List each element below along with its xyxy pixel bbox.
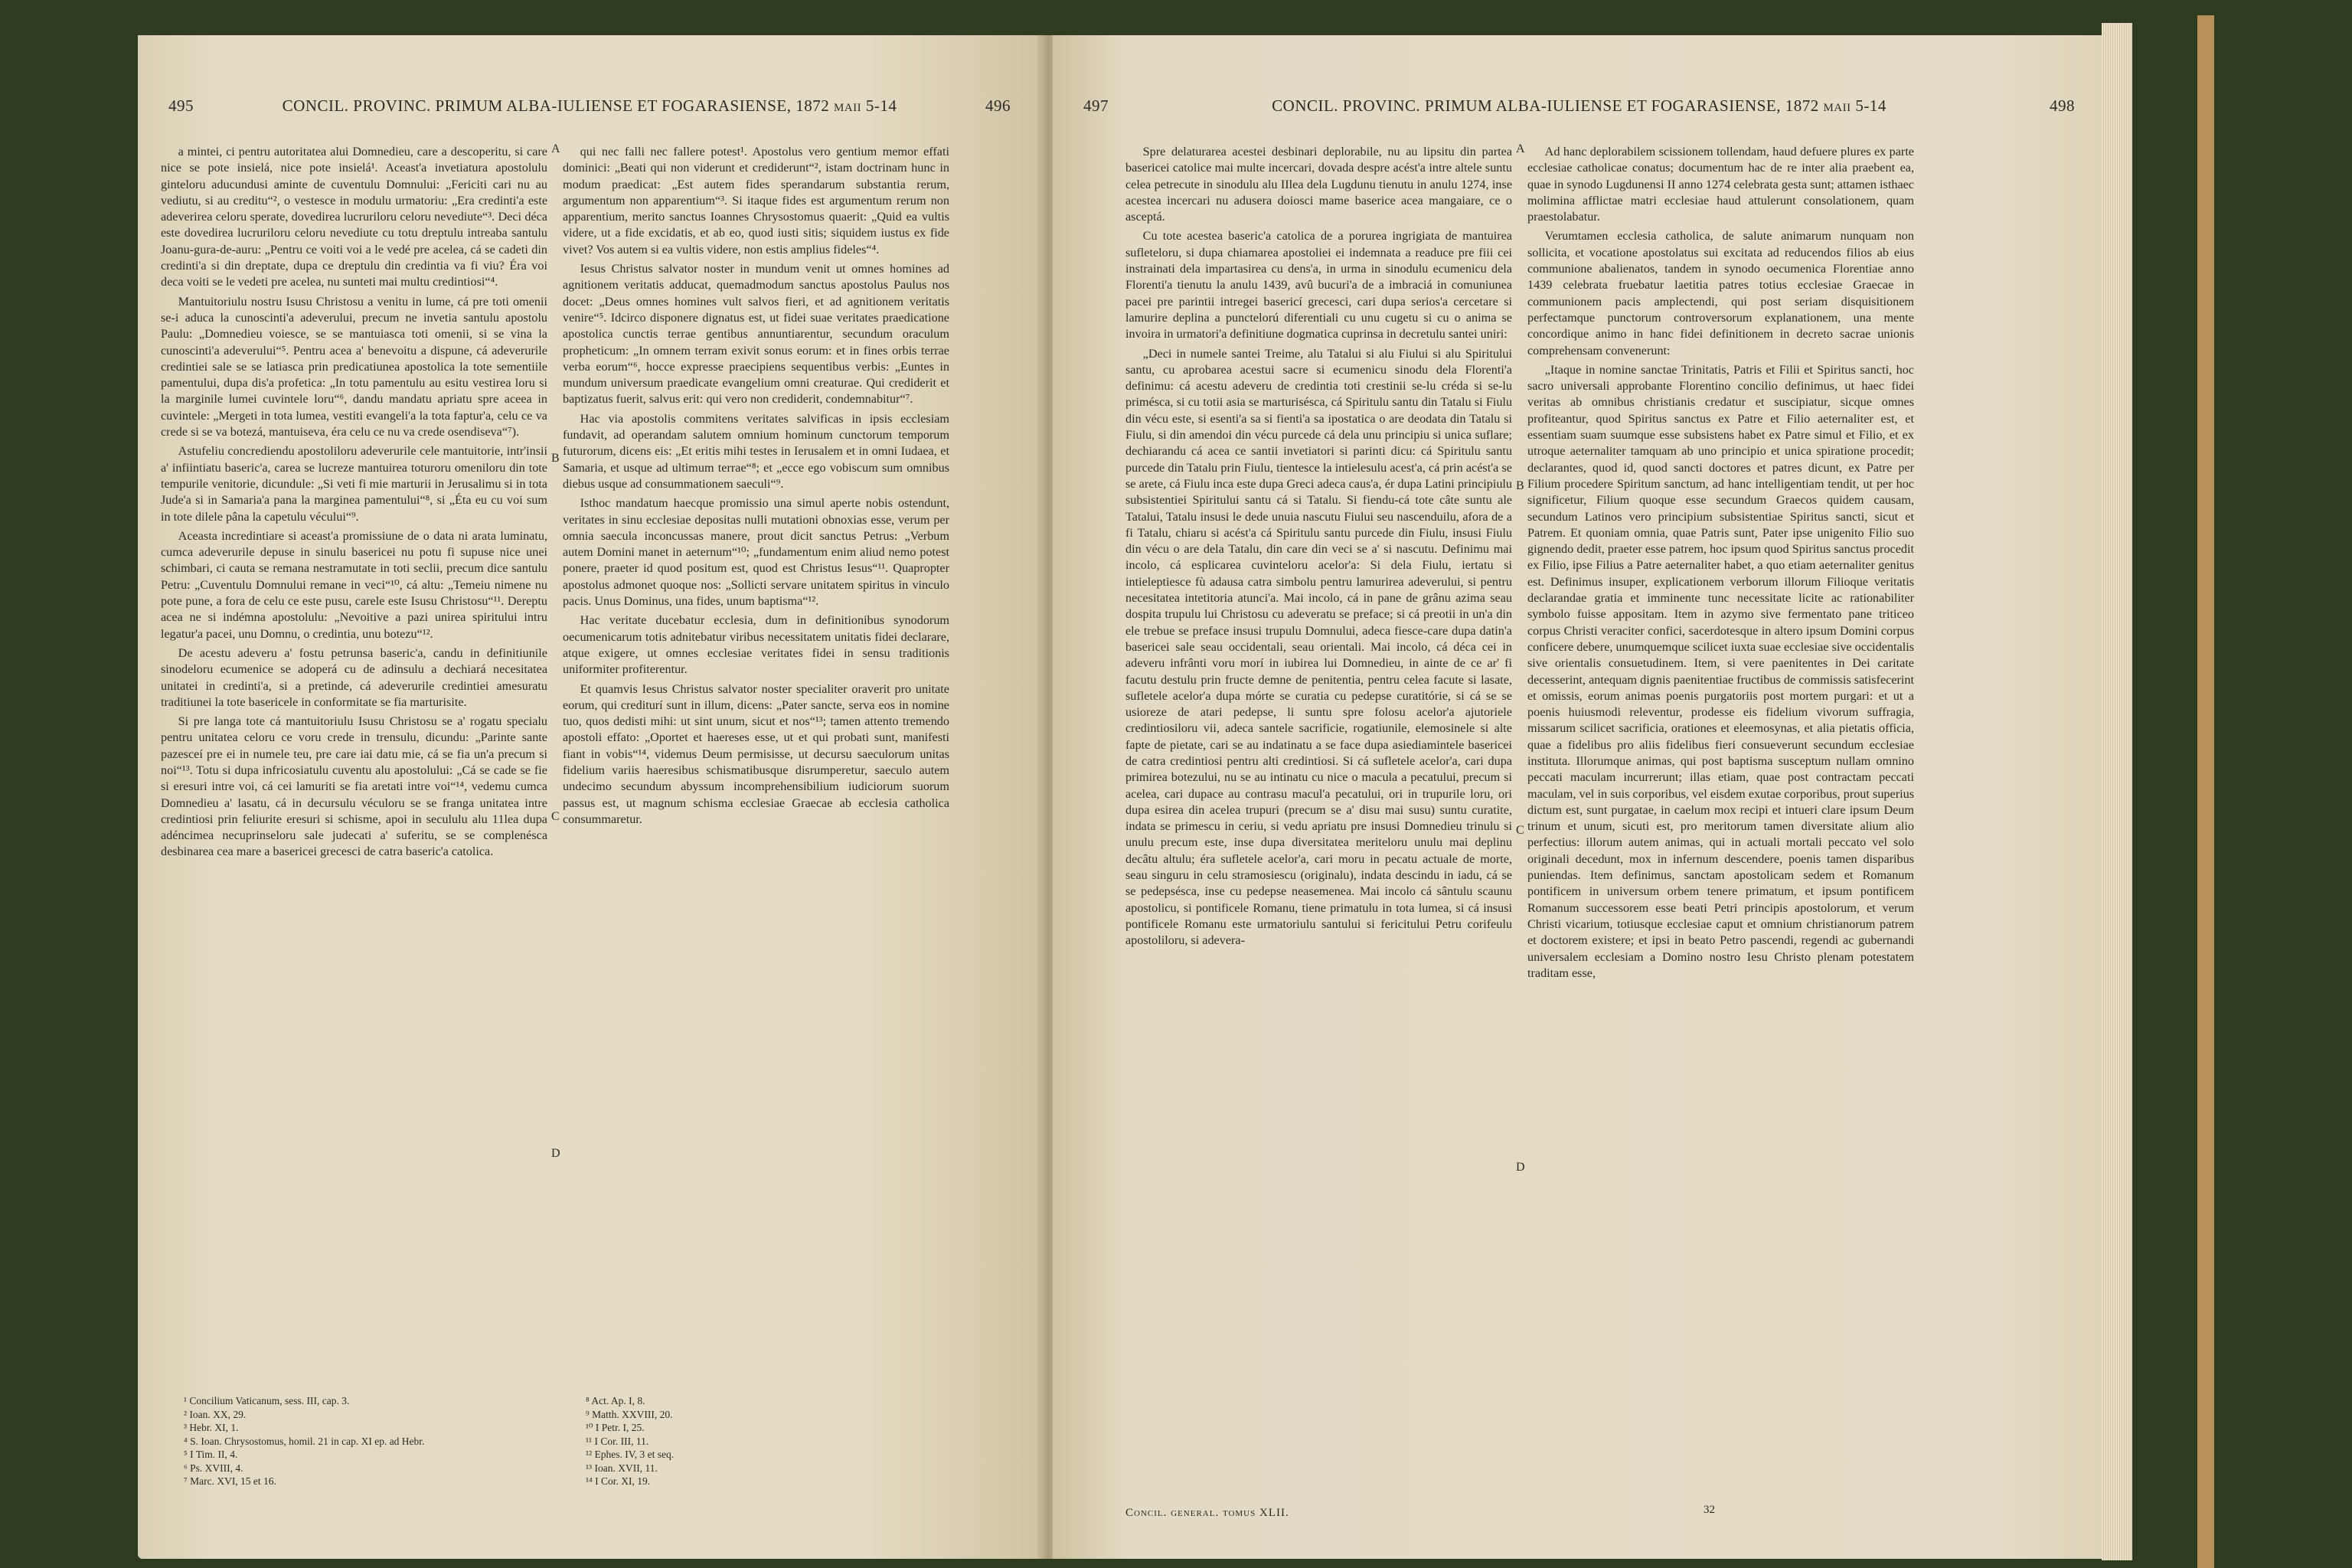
section-marker: B bbox=[551, 452, 560, 465]
paragraph: Aceasta incredintiare si aceast'a promissiune de o data ni arata luminatu, cumca adeverurile depuse in sinulu basericei nu potu fi supuse nice unei schimbari, ci cauta se remana nestramutate in toti seclii, precum dice santulu Petru: „Cuventulu Domnului remane in veci“¹⁰, cá altu: „Temeiu nimene nu pote pune, a fora de celu ce este pusu, carele este Isusu Christosu“¹¹. Dereptu acea ne si indémna apostolulu: „Nevoitive a pazi unirea spiritului intru legatur'a pacei, unu Domnu, o credintia, unu botezu“¹². bbox=[161, 528, 547, 641]
paragraph: Si pre langa tote cá mantuitoriulu Isusu Christosu se a' rogatu specialu pentru unitatea celoru ce voru crede in trensulu, dicundu: „Parinte sante pazesceí pre ei in numele teu, pre care iai datu mie, cá se fia un'a precum si noi“¹³. Totu si dupa infricosiatulu cuventu alu apostolului: „Cá se cade se fie si eresuri intre voi, cá cei lamuriti se fia aretati intre voi“¹⁴, vedemu cumca Domnedieu a' lasatu, cá in decursulu véculoru se se franga unitatea intre credintiosi prin feliurite eresuri si schisme, apoi in secululu alu 11lea dupa adéncimea necuprinseloru sale judecati a' suferitu, se se complenésca desbinarea cea mare a basericei grecesci de catra baseric'a catolica. bbox=[161, 714, 547, 859]
paragraph: a mintei, ci pentru autoritatea alui Domnedieu, care a descoperitu, si care nice se pote insielá, nice pote insielá¹. Aceast'a invetiatura apostolulu ginteloru aducundusi aminte de cuventulu Domnului: „Fericiti cari nu au vediutu, si au creditu“², o vestesce in modulu urmatoriu: „Era credinti'a este adeverirea celoru sperate, dovedirea lucruriloru celoru nevediute“³. Deci déca este dovedirea lucruriloru celoru nevediute cu totu dreptulu intreaba santulu Joanu-gura-de-auru: „Pentru ce voiti voi a le vedé pre acelea, cá se cadeti din credinti'a si din dreptate, dupa ce dreptulu din credintia va fi viu? Éra voi deca voiti se le vedeti pre acelea, nu sunteti mai multu credintiosi“⁴. bbox=[161, 145, 547, 289]
section-marker: A bbox=[551, 142, 560, 155]
paragraph: Isthoc mandatum haecque promissio una simul aperte nobis ostendunt, veritates in sinu ecclesiae depositas nulli mutationi obnoxias esse, verum per omnia saecula inconcussas manere, prout dicit sanctus Petrus: „Verbum autem Domini manet in aeternum“¹⁰; „fundamentum enim aliud nemo potest ponere, praeter id quod positum est, quod est Christus Iesus“¹¹. Quapropter apostolus admonet quoque nos: „Sollicti servare unitatem spiritus in vinculo pacis. Unus Dominus, una fides, unum baptisma“¹². bbox=[563, 496, 949, 609]
footnote: ³ Hebr. XI, 1. bbox=[184, 1422, 239, 1433]
footnotes bbox=[563, 1394, 949, 1488]
footnote: ¹ Concilium Vaticanum, sess. III, cap. 3. bbox=[184, 1395, 350, 1406]
paragraph: Iesus Christus salvator noster in mundum venit ut omnes homines ad agnitionem veritatis adducat, quemadmodum sanctus apostolus Paulus nos docet: „Deus omnes homines vult salvos fieri, et ad agnitionem veritatis venire“⁵. Idcirco disponere dignatus est, ut fidei suae veritates praedicatione apostolica cunctis terrae gentibus annuntiarentur, secundum oraculum propheticum: „In omnem terram exivit sonus eorum: et in fines orbis terrae verba eorum“⁶, hocce expresse praecipiens sequentibus verbis: „Euntes in mundum universum praedicate evangelium omni creaturae. Qui crediderit et baptizatus fuerit, salvus erit: qui vero non crediderit, condemnabitur“⁷. bbox=[563, 262, 949, 407]
latin-column bbox=[1527, 144, 1914, 1522]
page-number: 496 bbox=[985, 96, 1011, 115]
paragraph: Astufeliu concrediendu apostoliloru adeverurile cele mantuitorie, intr'insii a' infiintiatu baseric'a, carea se lucreze mantuirea toturoru omeniloru din tote tempurile venitorie, dicundule: „Si veti fi mie marturii in Jerusalimu si in tota Jude'a si in Samaria'a pana la marginea pamentului“⁸, si „Éta eu cu voi sum in tote dilele pâna la capetulu vécului“⁹. bbox=[161, 444, 547, 524]
paragraph: De acestu adeveru a' fostu petrunsa baseric'a, candu in definitiunile sinodeloru ecumenice se adoperá cu de adinsulu a dechiará necesitatea unitatei in credinti'a, si a pretinde, cá adeverurile credintiei amesuratu traditiunei la tote basericele in conformitate se fia marturisite. bbox=[161, 645, 547, 709]
left-page bbox=[138, 35, 1041, 1559]
right-page bbox=[1053, 35, 2105, 1559]
header-title: CONCIL. PROVINC. PRIMUM ALBA-IULIENSE ET FOGARASIENSE, 1872 maii 5-14 bbox=[282, 96, 897, 115]
section-marker: D bbox=[1516, 1161, 1525, 1174]
footnote: ¹³ Ioan. XVII, 11. bbox=[586, 1462, 658, 1474]
header-title: CONCIL. PROVINC. PRIMUM ALBA-IULIENSE ET FOGARASIENSE, 1872 maii 5-14 bbox=[1272, 96, 1886, 115]
paragraph: Hac via apostolis commitens veritates salvificas in ipsis ecclesiam fundavit, ad operandam salutem omnium hominum cunctorum temporum futurorum, dicens eis: „Et eritis mihi testes in Ierusalem et in omni Iudaea, et Samaria, et usque ad ultimum terrae“⁸; et „ecce ego vobiscum sum omnibus diebus usque ad consummationem saeculi“⁹. bbox=[563, 411, 949, 491]
paragraph: Et quamvis Iesus Christus salvator noster specialiter oraverit pro unitate eorum, qui crediturí sunt in illum, dicens: „Pater sancte, serva eos in nomine tuo, quos dedisti mihi: ut sint unum, sicut et nos“¹³; tamen attento tremendo apostoli effato: „Oportet et haereses esse, ut et qui probati sunt, manifesti fiant in vobis“¹⁴, videmus Deum permisisse, ut decursu saeculorum unitas fidelium variis haeresibus schismatibusque disrumperetur, saeculo autem undecimo secundum abyssum incomprehensibilium iudiciorum suorum passus est, ut magnum schisma ecclesiae Graecae ab ecclesia catholica consummaretur. bbox=[563, 681, 949, 826]
paragraph: Verumtamen ecclesia catholica, de salute animarum nunquam non sollicita, et vocatione apostolatus sui excitata ad reducendos filios ab eius communione abalienatos, tandem in synodo oecumenica Florentiae anno 1439 celebrata fruebatur laetitia patres totius ecclesiae Graecae in communionem pacis amplectendi, qui post seriam disquisitionem perfectamque punctorum controversorum explanationem, una mente concordique animo in hanc fidei definitionem in decreto sacrae unionis comprehensam convenerunt: bbox=[1527, 229, 1914, 358]
romanian-column bbox=[1125, 144, 1512, 1491]
section-marker: C bbox=[1516, 824, 1524, 837]
footnote: ¹⁴ I Cor. XI, 19. bbox=[586, 1475, 651, 1487]
footnote: ⁷ Marc. XVI, 15 et 16. bbox=[184, 1475, 276, 1487]
footnote: ¹¹ I Cor. III, 11. bbox=[586, 1435, 649, 1447]
page-number: 498 bbox=[2050, 96, 2075, 115]
paragraph: Spre delaturarea acestei desbinari deplorabile, nu au lipsitu din partea basericei catolice mai multe incercari, dovada despre acést'a intre altele suntu celea petrecute in sinodulu alu IIlea dela Lugdunu tienutu in anulu 1274, inse acestea incercari nu adusera doiosci mame baserice acea mangaiare, ce o asceptá. bbox=[1125, 145, 1512, 224]
latin-column bbox=[563, 144, 949, 1384]
footnote: ⁵ I Tim. II, 4. bbox=[184, 1449, 238, 1460]
paragraph: Ad hanc deplorabilem scissionem tollendam, haud defuere plures ex parte ecclesiae catholicae conatus; documentum hac de re inter alia praebent ea, quae in synodo Lugdunensi II anno 1274 celebrata gesta sunt; attamen isthaec molimina afflictae matri ecclesiae haud attulerunt consolationem, quam praestolabatur. bbox=[1527, 145, 1914, 224]
section-marker: D bbox=[551, 1147, 560, 1160]
running-header bbox=[138, 96, 1041, 116]
signature-line: Concil. general. tomus XLII. bbox=[1125, 1507, 1289, 1519]
footnote: ⁶ Ps. XVIII, 4. bbox=[184, 1462, 243, 1474]
footnotes bbox=[161, 1394, 547, 1488]
romanian-column bbox=[161, 144, 547, 1384]
section-marker: B bbox=[1516, 479, 1524, 492]
section-marker: A bbox=[1516, 142, 1525, 155]
footnote: ⁸ Act. Ap. I, 8. bbox=[586, 1395, 645, 1406]
paragraph: Mantuitoriulu nostru Isusu Christosu a venitu in lume, cá pre toti omenii se-i aduca la cunoscinti'a adeverului, precum ne invetia santulu apostolu Paulu: „Domnedieu voiesce, se se mantuiasca toti omenii, si se vina la cunoscinti'a adeverului“⁵. Pentru acea a' benevoitu a dispune, cá adeverurile credintiei sale se se latiasca prin predicatiunea apostolica la tote sementiile pamentului, dupa dis'a profetica: „In totu pamentulu au esitu vestirea loru si la marginile lumei cuvintele loru“⁶, dandu mandatu apriatu spre aceea in cuvintele: „Mergeti in tota lumea, vestiti evangeli'a la tota faptur'a, celu ce va crede si se va botezá, mantuiseva, éra celu ce nu va crede osendiseva“⁷). bbox=[161, 294, 547, 439]
footnote: ⁹ Matth. XXVIII, 20. bbox=[586, 1408, 673, 1420]
section-marker: C bbox=[551, 810, 560, 823]
paragraph: Hac veritate ducebatur ecclesia, dum in definitionibus synodorum oecumenicarum totis adnitebatur viribus necessitatem unitatis fidei declarare, atque exigere, ut omnes ecclesiae veritates fidei in sensu traditionis uniformiter profiterentur. bbox=[563, 613, 949, 677]
footnote: ² Ioan. XX, 29. bbox=[184, 1408, 247, 1420]
paragraph: „Itaque in nomine sanctae Trinitatis, Patris et Filii et Spiritus sancti, hoc sacro universali approbante Florentino concilio definimus, ut haec fidei veritas ab omnibus christianis credatur et suscipiatur, sicque omnes profiteantur, quod Spiritus sanctus ex Patre et Filio aeternaliter est, et essentiam suam suumque esse subsistens habet ex Patre simul et Filio, et ex utroque aeternaliter tamquam ab uno principio et unica spiratione procedit; declarantes, quod id, quod sancti doctores et patres dicunt, ex Patre per Filium procedere Spiritum sanctum, ad hanc intelligentiam tendit, ut per hoc significetur, Filium quoque esse secundum Graecos quidem causam, secundum Latinos vero principium subsistentiae Spiritus sancti, sicut et Patrem. Et quoniam omnia, quae Patris sunt, Pater ipse unigenito Filio suo gignendo dedit, praeter esse patrem, hoc ipsum quod Spiritus sanctus procedit ex Filio, ipse Filius a Patre aeternaliter habet, a quo etiam aeternaliter genitus est. Definimus insuper, explicationem verborum illorum Filioque veritatis declarandae gratia et imminente tunc necessitate licite ac rationabiliter symbolo fuisse appositam. Item in azymo sive fermentato pane triticeo corpus Christi veraciter confici, sacerdotesque in altero ipsum Domini corpus conficere debere, unumquemque scilicet iuxta suae ecclesiae sive occidentalis sive orientalis consuetudinem. Item, si vere paenitentes in Dei caritate decesserint, antequam dignis paenitentiae fructibus de commissis satisfecerint et omissis, eorum animas poenis purgatoriis post mortem purgari: et ut a poenis huiusmodi releventur, prodesse eis fidelium vivorum suffragia, missarum scilicet sacrificia, orationes et eleemosynas, et alia pietatis officia, quae a fidelibus pro aliis fidelibus fieri consueverunt secundum ecclesiae instituta. Illorumque animas, qui post baptisma susceptum nullam omnino peccati maculam incurrerunt; illas etiam, quae post contractam peccati maculam, vel in suis corporibus, vel eisdem exutae corporibus, prout superius dictum est, sunt purgatae, in caelum mox recipi et intueri clare ipsum Deum trinum et unum, sicuti est, pro meritorum tamen diversitate alium alio perfectius: illorum autem animas, qui in actuali mortali peccato vel solo originali decedunt, mox in infernum descendere, poenis tamen disparibus puniendas. Item definimus, sanctam apostolicam sedem et Romanum pontificem in universum orbem tenere primatum, et ipsum pontificem Romanum successorem esse beati Petri principis apostolorum, et verum Christi vicarium, totiusque ecclesiae caput et omnium christianorum patrem et doctorem existere; et ipsi in beato Petro pascendi, regendi ac gubernandi universalem ecclesiam a Domino nostro Iesu Christo plenam potestatem traditam esse, bbox=[1527, 362, 1914, 980]
page-number: 495 bbox=[168, 96, 194, 115]
page-edges bbox=[2102, 23, 2132, 1560]
footnote: ¹² Ephes. IV, 3 et seq. bbox=[586, 1449, 675, 1460]
footnote: ¹⁰ I Petr. I, 25. bbox=[586, 1422, 645, 1433]
book-cover bbox=[2197, 15, 2214, 1568]
footnote: ⁴ S. Ioan. Chrysostomus, homil. 21 in cap. XI ep. ad Hebr. bbox=[184, 1435, 425, 1447]
paragraph: qui nec falli nec fallere potest¹. Apostolus vero gentium memor effati dominici: „Beati qui non viderunt et crediderunt“², istam doctrinam hunc in modum praedicat: „Est autem fides sperandarum substantia rerum, argumentum non apparentium“³. Si itaque fides est argumentum rerum non apparentium, merito sanctus Ioannes Chrysostomus quaerit: „Quid ea vultis videre, ut a fide excidatis, et ab eo, quod iusti sitis; siquidem iustus ex fide vivet? Vos autem si ea vultis videre, non estis amplius fideles“⁴. bbox=[563, 145, 949, 256]
running-header bbox=[1053, 96, 2105, 116]
page-number: 497 bbox=[1083, 96, 1109, 115]
paragraph: „Deci in numele santei Treime, alu Tatalui si alu Fiului si alu Spiritului santu, cu aprobarea acestui sacre si ecumenicu sinodu dela Florenti'a definimu: cá acestu adeveru de credintia toti crestinii se-lu créda si se-lu priméscа, si cu totii asia se marturiséscа, cá Spiritulu santu din Tatalu si Fiulu din vécu este, si esenti'a sa si fienti'a sa ipostatica o are deodata din Tatalu si Fiulu, si din amendoi din vécu purcede cá dela unu principiu si unica suflare; dechiarandu cá acea ce santii invetiatori si parinti dicu: cá Spiritulu santu purcede din Tatalu prin Fiulu, tientesce la intielesulu acest'a, cá prin acést'a se se arete, cá Fiulu inca este dupa Greci adeca caus'a, ér dupa Latini principiulu subsistentiei Spiritului santu cá si Tatalu. Si fiendu-cá tote câte suntu ale Tatalui, Tatalu insusi le dede unuia nascutu Fiului seu nascenduilu, afora de a fi Tatalu, chiaru si acést'a cá Spiritulu santu purcede din Fiulu, insusi Fiulu din vécu o are dela Tatalu, din care din veci se a' si nascutu. Definimu mai incolo, cá esplicarea cuvinteloru acelor'a: Si dela Fiulu, iertatu si intieleptiesce fù adausa catra simbolu pentru lamurirea adeverului, si pentru necesitatea intetitoria atunci'a. Mai incolo, cá in pane de grânu azima seau dospita trupulu lui Christosu cu adeveratu se preface; si cá preotii in un'a din ele trebue se preface insusi trupulu Domnului, adeca fiesce-care dupa datin'a basericei sale seau occidentali, seau orientali. Mai incolo, cá déca cei in adeveru infrânti voru morí in iubirea lui Domnedieu, in ainte de ce ar' fi facutu destulu prin fructe demne de penitentia, pentru celea facute si lasate, sufletele acelor'a dupa mórte se curatia cu pedepse curatitórie, si cá se se usioreze de atari pedepse, li suntu spre folosu acelor'a ajutoriele credintiosiloru vii, adeca santele sacrificie, rogatiunile, elemosinele si alte fapte de pietate, cari se au indatinatu a se face dupa asiediamintele basericei de catra credintiosi pentru alti credintiosi. Si cá sufletele acelor'a, cari dupa primirea botezului, nu se au intinatu cu nice o macula a pecatului, precum si acelea, cari dupace au contrasu macul'a pecatului, ori in trupurile loru, ori dupa esirea din acelea trupuri (precum se a' disu mai susu) suntu curatite, indata se primescu in ceriu, si vedu apriatu pre insusi Domnedieu trinulu si unulu precum este, inse dupa diversitatea meriteloru unulu mai deplinu decâtu altulu; éra sufletele acelor'a, cari moru in pecatu actuale de morte, seau singuru in celu stramosiescu (originalu), indata descindu in iadu, cá se se pedepséscа, inse cu pedepse neasemenea. Mai incolo cá sântulu scaunu apostolicu, si pontificele Romanu, tiene primatulu in tota lumea, si cá insusi pontificele Romanu este urmatoriulu santului si fericitului Petru corifeulu apostoliloru, si adevera- bbox=[1125, 346, 1512, 948]
paragraph: Cu tote acestea baseric'a catolica de a porurea ingrigiata de mantuirea sufleteloru, si dupa chiamarea apostoliei ei indemnata a readuce pre fiii cei instrainati dela impartasirea cu dens'a, in urma in sinodulu ecumenicu dela Florenti'a tienutu la anulu 1439, avû bucuri'a de a imbraciá in comuniunea pacei pre parintii intregei basericí grecesci, cari dupa serios'a cercetare si lamurire deplina a punctelorú diferentiali cu unu cugetu si cu o anima se invoira in urmatori'a definitiune dogmatica cuprinsa in decretulu santei uniri: bbox=[1125, 229, 1512, 341]
signature-number: 32 bbox=[1704, 1504, 1715, 1516]
